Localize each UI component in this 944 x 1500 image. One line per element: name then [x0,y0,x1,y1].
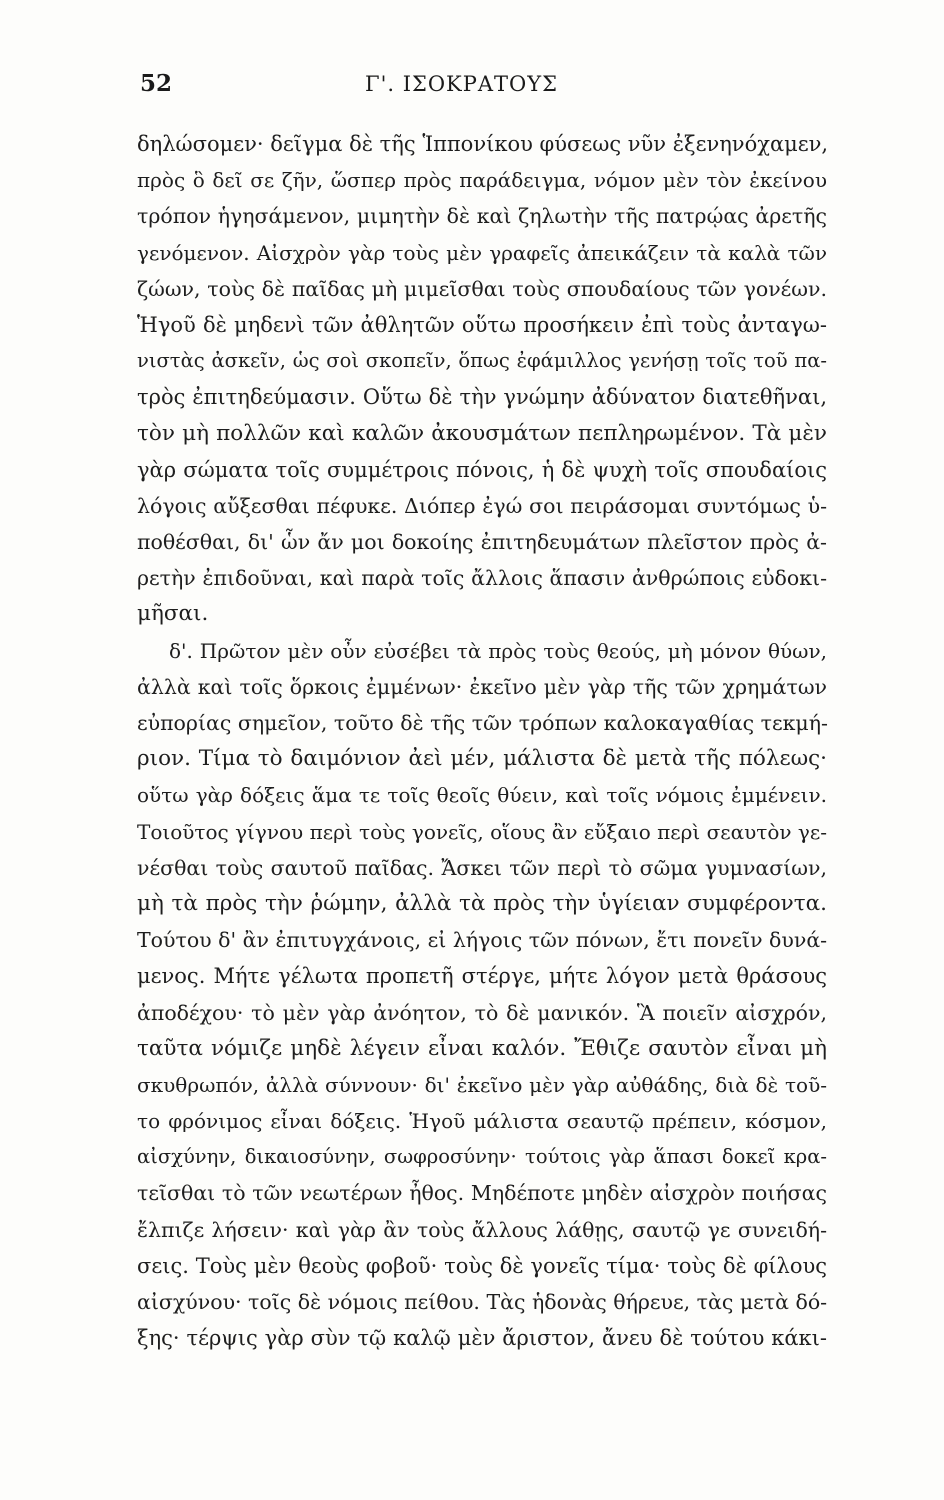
text-line: δηλώσομεν· δεῖγμα δὲ τῆς Ἱππονίκου φύσεως νῦν ἐξενηνόχαμεν, [137,132,829,156]
text-line: γὰρ σώματα τοῖς συμμέτροις πόνοις, ἡ δὲ ψυχὴ τοῖς σπουδαίοις [137,457,827,482]
running-title: Γ'. ΙΣΟΚΡΑΤΟΥΣ [365,72,558,96]
text-line: εὐπορίας σημεῖον, τοῦτο δὲ τῆς τῶν τρόπων καλοκαγαθίας τεκμή- [137,711,828,735]
text-line: γενόμενον. Αἰσχρὸν γὰρ τοὺς μὲν γραφεῖς ἀπεικάζειν τὰ καλὰ τῶν [137,240,827,265]
text-line: σεις. Τοὺς μὲν θεοὺς φοβοῦ· τοὺς δὲ γονεῖς τίμα· τοὺς δὲ φίλους [137,1253,827,1278]
text-line: ἀποδέχου· τὸ μὲν γὰρ ἀνόητον, τὸ δὲ μανικόν. Ἃ ποιεῖν αἰσχρόν, [137,1000,827,1025]
text-line: αἰσχύνην, δικαιοσύνην, σωφροσύνην· τούτοις γὰρ ἅπασι δοκεῖ κρα- [137,1145,827,1169]
text-line: λόγοις αὔξεσθαι πέφυκε. Διόπερ ἐγώ σοι πειράσομαι συντόμως ὑ- [137,493,827,518]
text-line: Τοιοῦτος γίγνου περὶ τοὺς γονεῖς, οἵους ἂν εὔξαιο περὶ σεαυτὸν γε- [137,819,827,844]
text-line: σκυθρωπόν, ἀλλὰ σύννουν· δι' ἐκεῖνο μὲν γὰρ αὐθάδης, διὰ δὲ τοῦ- [137,1072,827,1097]
page-header [140,70,820,110]
text-line: ποθέσθαι, δι' ὧν ἄν μοι δοκοίης ἐπιτηδευμάτων πλεῖστον πρὸς ἀ- [137,530,827,555]
text-line: τρόπον ἡγησάμενον, μιμητὴν δὲ καὶ ζηλωτὴν τῆς πατρῴας ἀρετῆς [137,204,827,229]
text-line: τεῖσθαι τὸ τῶν νεωτέρων ἦθος. Μηδέποτε μηδὲν αἰσχρὸν ποιήσας [137,1181,827,1206]
text-line: ζώων, τοὺς δὲ παῖδας μὴ μιμεῖσθαι τοὺς σπουδαίους τῶν γονέων. [137,276,827,301]
text-line: νέσθαι τοὺς σαυτοῦ παῖδας. Ἄσκει τῶν περὶ τὸ σῶμα γυμνασίων, [137,855,827,880]
text-line: Τούτου δ' ἂν ἐπιτυγχάνοις, εἰ λήγοις τῶν πόνων, ἔτι πονεῖν δυνά- [137,928,828,953]
text-line: ταῦτα νόμιζε μηδὲ λέγειν εἶναι καλόν. Ἔθιζε σαυτὸν εἶναι μὴ [137,1035,827,1061]
text-line: μῆσαι. [137,601,209,627]
text-line: ἔλπιζε λήσειν· καὶ γὰρ ἂν τοὺς ἄλλους λάθῃς, σαυτῷ γε συνειδή- [137,1217,827,1242]
text-line: ριον. Τίμα τὸ δαιμόνιον ἀεὶ μέν, μάλιστα δὲ μετὰ τῆς πόλεως· [137,746,827,772]
page-number: 52 [140,70,173,97]
text-line: τρὸς ἐπιτηδεύμασιν. Οὕτω δὲ τὴν γνώμην ἀδύνατον διατεθῆναι, [137,385,827,410]
text-line: μὴ τὰ πρὸς τὴν ῥώμην, ἀλλὰ τὰ πρὸς τὴν ὑγίειαν συμφέροντα. [137,890,827,916]
body-text [137,126,827,1356]
text-line: ξης· τέρψις γὰρ σὺν τῷ καλῷ μὲν ἄριστον, ἄνευ δὲ τούτου κάκι- [137,1326,827,1351]
text-line: πρὸς ὃ δεῖ σε ζῆν, ὥσπερ πρὸς παράδειγμα, νόμον μὲν τὸν ἐκείνου [137,168,827,193]
text-line: νιστὰς ἀσκεῖν, ὡς σοὶ σκοπεῖν, ὅπως ἐφάμιλλος γενήσῃ τοῖς τοῦ πα- [137,349,827,373]
text-line: ἀλλὰ καὶ τοῖς ὅρκοις ἐμμένων· ἐκεῖνο μὲν γὰρ τῆς τῶν χρημάτων [137,674,827,699]
text-line: αἰσχύνου· τοῖς δὲ νόμοις πείθου. Τὰς ἡδονὰς θήρευε, τὰς μετὰ δό- [137,1290,828,1314]
text-line: τὸν μὴ πολλῶν καὶ καλῶν ἀκουσμάτων πεπληρωμένον. Τὰ μὲν [137,420,827,446]
text-line: μενος. Μήτε γέλωτα προπετῆ στέργε, μήτε λόγον μετὰ θράσους [137,964,827,989]
text-line: οὕτω γὰρ δόξεις ἅμα τε τοῖς θεοῖς θύειν, καὶ τοῖς νόμοις ἐμμένειν. [137,783,827,808]
text-line: ρετὴν ἐπιδοῦναι, καὶ παρὰ τοῖς ἄλλοις ἅπασιν ἀνθρώποις εὐδοκι- [137,566,827,591]
section-start-line: δ'. Πρῶτον μὲν οὖν εὐσέβει τὰ πρὸς τοὺς θεούς, μὴ μόνον θύων, [169,638,827,663]
text-line: Ἡγοῦ δὲ μηδενὶ τῶν ἀθλητῶν οὕτω προσήκειν ἐπὶ τοὺς ἀνταγω- [137,312,827,337]
text-line: το φρόνιμος εἶναι δόξεις. Ἡγοῦ μάλιστα σεαυτῷ πρέπειν, κόσμον, [137,1109,827,1134]
